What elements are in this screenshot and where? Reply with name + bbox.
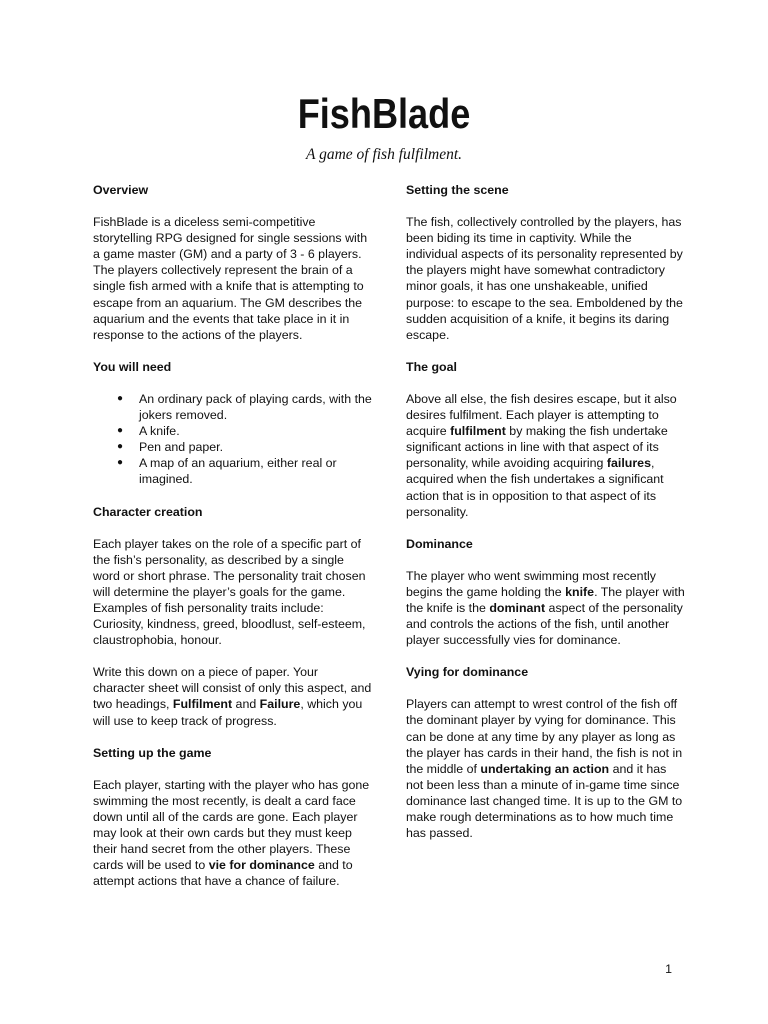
list-item: ● A knife. [117,424,180,439]
vying-heading: Vying for dominance [406,665,529,680]
setting-scene-heading: Setting the scene [406,183,509,197]
document-subtitle: A game of fish fulfilment. [306,146,462,163]
character-sheet-paragraph: Write this down on a piece of paper. Your character sheet will consist of only this aspect, and two headings, Fulfilment and Failure, which you will use to keep track of progress. [93,665,372,728]
list-item: ● An ordinary pack of playing cards, with the jokers removed. [117,391,372,423]
list-item: ● A map of an aquarium, either real or imagined. [117,456,337,487]
dominance-paragraph: The player who went swimming most recently begins the game holding the knife. The player with the knife is the dominant aspect of the personality and controls the actions of the fish, until another player successfully vies for dominance. [406,568,685,648]
needs-list [93,391,373,488]
you-will-need-heading: You will need [93,359,172,374]
bullet-icon: ● [117,392,124,404]
overview-paragraph: FishBlade is a diceless semi-competitive storytelling RPG designed for single sessions with a game master (GM) and a party of 3 - 6 players. The players collectively represent the brain of a single fish armed with a knife that is attempting to escape from an aquarium. The GM describes the aquarium and the events that take place in it in response to the actions of the players. [93,215,368,342]
setting-up-heading: Setting up the game [93,745,212,760]
document-title: FishBlade [297,90,471,137]
bullet-icon: ● [117,441,124,453]
vying-paragraph: Players can attempt to wrest control of the fish off the dominant player by vying for dominance. This can be done at any time by any player as long as the player has cards in their hand, the fish is not in the middle of undertaking an action and it has not been less than a minute of in-game time since dominance last changed time. It is up to the GM to make rough determinations as to how much time has passed. [406,697,683,841]
bullet-icon: ● [117,457,124,469]
goal-paragraph: Above all else, the fish desires escape, but it also desires fulfilment. Each player is attempting to acquire fulfilment by making the fish undertake significant actions in line with that aspect of its personality, while avoiding acquiring failures, acquired when the fish undertakes a significant action that is in opposition to that aspect of its personality. [406,391,677,519]
goal-heading: The goal [406,359,457,374]
character-creation-heading: Character creation [93,504,203,519]
setting-scene-paragraph: The fish, collectively controlled by the players, has been biding its time in captivity. While the individual aspects of its personality represented by the players might have somewhat contradictory minor goals, it has one unshakeable, unified purpose: to escape to the sea. Emboldened by the sudden acquisition of a knife, it begins its daring escape. [406,215,683,342]
character-creation-paragraph: Each player takes on the role of a specific part of the fish’s personality, as described by a single word or short phrase. The personality trait chosen will determine the player’s goals for the game. Examples of fish personality traits include: Curiosity, kindness, greed, bloodlust, self-esteem, claustrophobia, honour. [93,536,366,648]
setting-up-paragraph: Each player, starting with the player who has gone swimming the most recently, is dealt a card face down until all of the cards are gone. Each player may look at their own cards but they must keep their hand secret from the other players. These cards will be used to vie for dominance and to attempt actions that have a chance of failure. [93,777,370,889]
dominance-heading: Dominance [406,536,473,551]
page-number: 1 [665,962,672,976]
list-item: ● Pen and paper. [117,440,224,455]
bullet-icon: ● [117,425,124,437]
left-column [93,182,373,905]
overview-heading: Overview [93,183,149,197]
right-column [406,182,686,857]
